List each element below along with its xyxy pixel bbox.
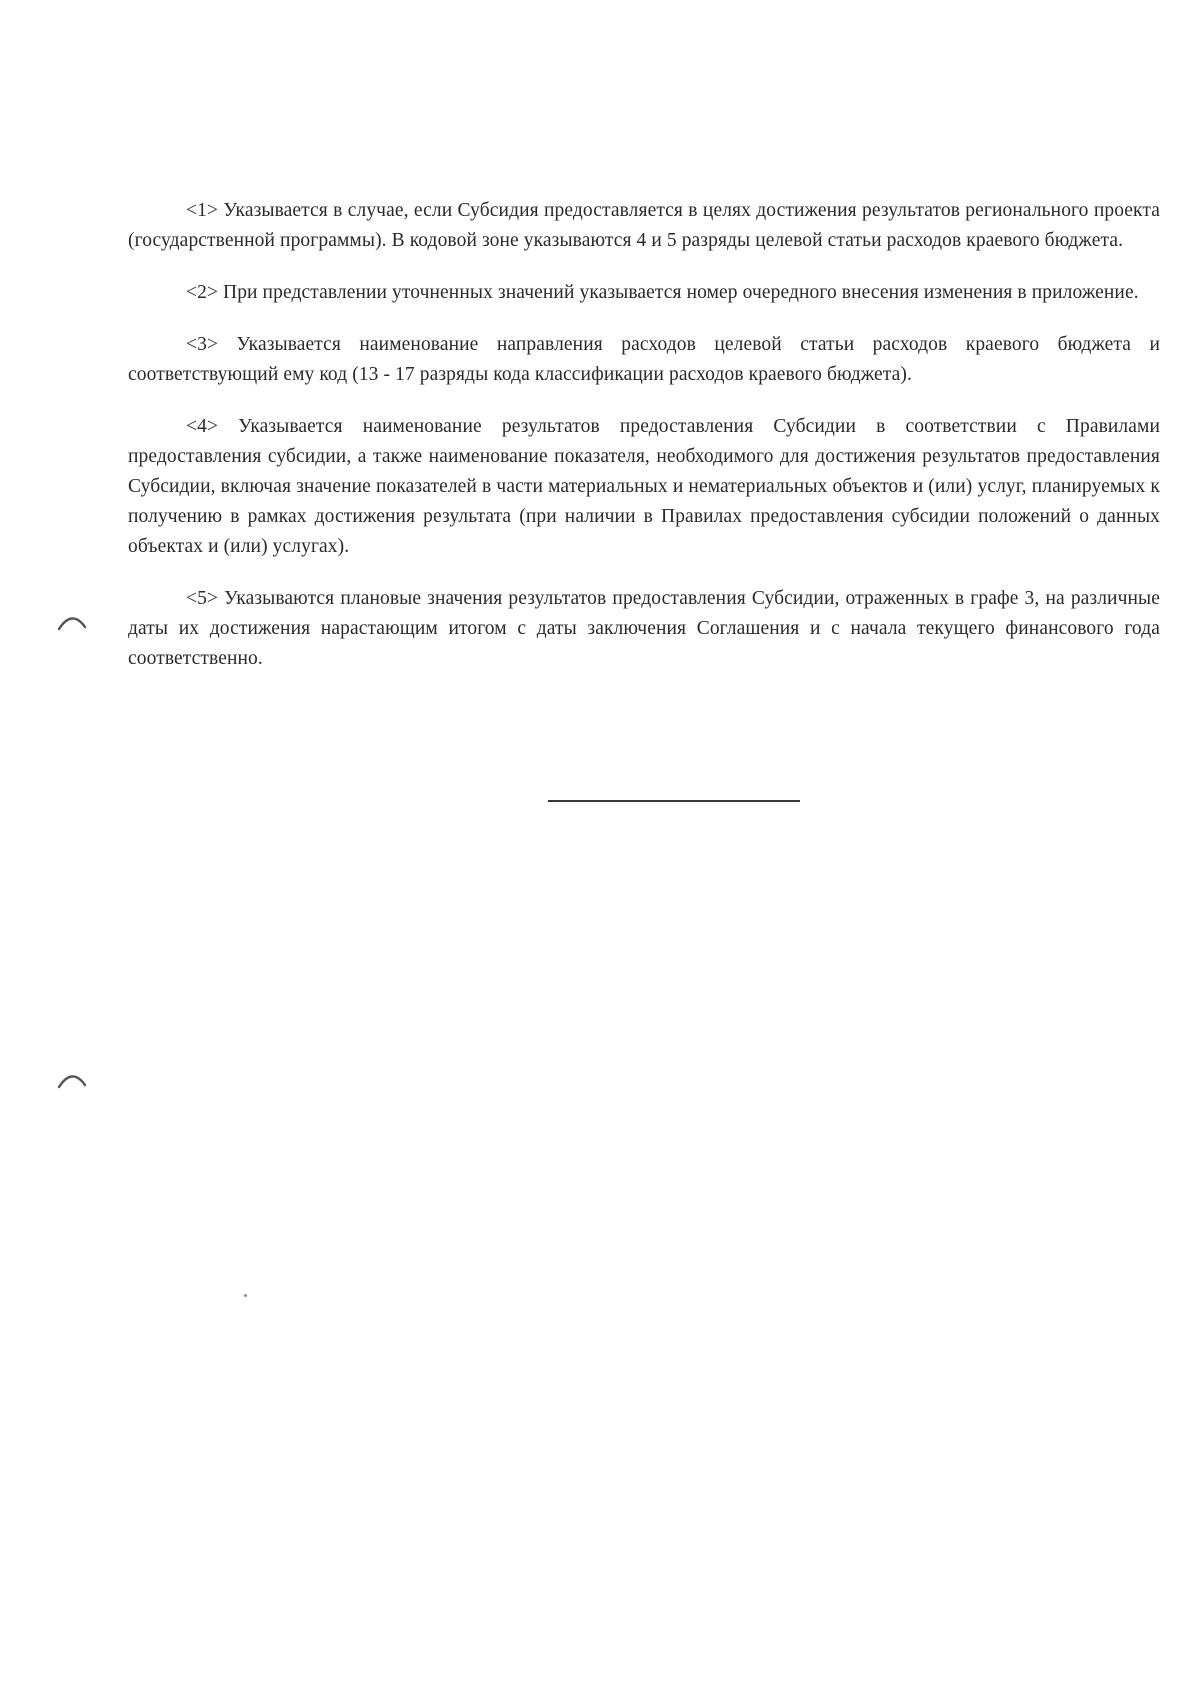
- footnote-4: <4> Указывается наименование результатов предоставления Субсидии в соответствии с Правилами предоставления субсидии, а также наименование показателя, необходимого для достижения результатов предоставления Субсидии, включая значение показателей в части материальных и нематериальных объектов и (или) услуг, планируемых к получению в рамках достижения результата (при наличии в Правилах предоставления субсидии положений о данных объектах и (или) услугах).: [128, 416, 1160, 557]
- footnote-1: <1> Указывается в случае, если Субсидия предоставляется в целях достижения результатов регионального проекта (государственной программы). В кодовой зоне указываются 4 и 5 разряды целевой статьи расходов краевого бюджета.: [128, 200, 1160, 251]
- footnote-2: <2> При представлении уточненных значений указывается номер очередного внесения изменения в приложение.: [186, 282, 1139, 303]
- footnotes-section: [128, 196, 1160, 696]
- footnote-5: <5> Указываются плановые значения результатов предоставления Субсидии, отраженных в графе 3, на различные даты их достижения нарастающим итогом с даты заключения Соглашения и с начала текущего финансового года соответственно.: [128, 588, 1160, 669]
- end-separator-line: [548, 800, 800, 802]
- hole-punch-arc-icon: [56, 1063, 88, 1095]
- footnote-3: <3> Указывается наименование направления расходов целевой статьи расходов краевого бюджета и соответствующий ему код (13 - 17 разряды кода классификации расходов краевого бюджета).: [128, 334, 1160, 385]
- scan-speck: [244, 1294, 247, 1297]
- hole-punch-arc-icon: [56, 605, 88, 637]
